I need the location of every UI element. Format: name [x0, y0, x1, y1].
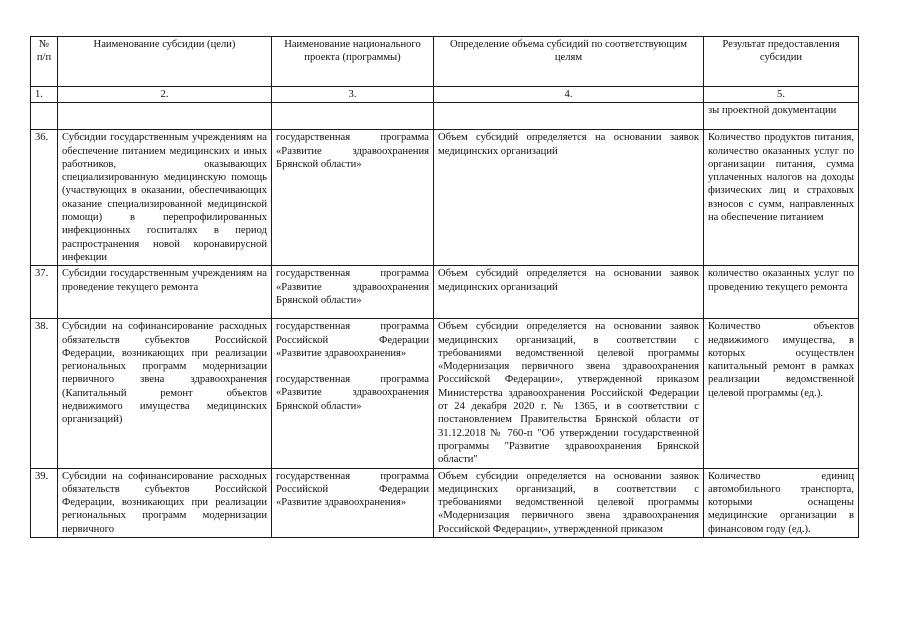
row-result: Количество объектов недвижимого имущества, в которых осуществлен капитальный ремонт в рамках реализации ведомственной целевой программы (ед.). — [704, 319, 859, 468]
subsidies-table — [30, 36, 859, 538]
row-volume: Объем субсидий определяется на основании заявок медицинских организаций — [434, 266, 704, 319]
row-project-regional: государственная программа «Развитие здравоохранения Брянской области» — [276, 374, 429, 412]
row-volume: Объем субсидии определяется на основании заявок медицинских организаций, в соответствии с требованиями ведомственной целевой программы «Модернизация первичного звена здравоохранения Российской Федерации», утвержденной приказом Министерства здравоохранения Российской Федерации от 24 декабря 2020 г. № 1365, и в соответствии с постановлением Правительства Брянской области от 31.12.2018 № 760-п "Об утверждении государственной программы "Развитие здравоохранения Брянской области" — [434, 319, 704, 468]
row-volume: Объем субсидий определяется на основании заявок медицинских организаций — [434, 130, 704, 266]
header-project: Наименование национального проекта (программы) — [272, 37, 434, 87]
row-result: количество оказанных услуг по проведению текущего ремонта — [704, 266, 859, 319]
row-name: Субсидии государственным учреждениям на обеспечение питанием медицинских и иных работников, оказывающих специализированную медицинскую помощь (участвующих в оказании, обеспечивающих оказание специализированной медицинской помощи) в перепрофилированных инфекционных госпиталях в период распространения новой коронавирусной инфекции — [58, 130, 272, 266]
colnum-4: 4. — [434, 87, 704, 103]
table-header-row — [31, 37, 859, 87]
row-project-federal: государственная программа Российской Федерации «Развитие здравоохранения» — [276, 321, 429, 359]
column-number-row — [31, 87, 859, 103]
table-row — [31, 319, 859, 468]
row-volume: Объем субсидии определяется на основании заявок медицинских организаций, в соответствии с требованиями ведомственной целевой программы «Модернизация первичного звена здравоохранения Российской Федерации», утвержденной приказом — [434, 468, 704, 537]
table-row — [31, 266, 859, 319]
continuation-project — [272, 103, 434, 130]
row-name: Субсидии на софинансирование расходных обязательств субъектов Российской Федерации, возникающих при реализации региональных программ модернизации первичного — [58, 468, 272, 537]
continuation-num — [31, 103, 58, 130]
row-num: 37. — [31, 266, 58, 319]
row-num: 36. — [31, 130, 58, 266]
continuation-result: зы проектной документации — [704, 103, 859, 130]
continuation-name — [58, 103, 272, 130]
row-name: Субсидии государственным учреждениям на проведение текущего ремонта — [58, 266, 272, 319]
colnum-2: 2. — [58, 87, 272, 103]
row-project: государственная программа «Развитие здравоохранения Брянской области» — [272, 266, 434, 319]
header-result: Результат предоставления субсидии — [704, 37, 859, 87]
row-project — [272, 319, 434, 468]
row-result: Количество продуктов питания, количество оказанных услуг по организации питания, сумма уплаченных налогов на доходы физических лиц и страховых взносов с сумм, направленных на обеспечение питанием — [704, 130, 859, 266]
row-name: Субсидии на софинансирование расходных обязательств субъектов Российской Федерации, возникающих при реализации региональных программ модернизации первичного звена здравоохранения (Капитальный ремонт объектов недвижимого имущества медицинских организаций) — [58, 319, 272, 468]
row-project: государственная программа Российской Федерации «Развитие здравоохранения» — [272, 468, 434, 537]
header-name: Наименование субсидии (цели) — [58, 37, 272, 87]
row-result: Количество единиц автомобильного транспорта, которыми оснащены медицинские организации в финансовом году (ед.). — [704, 468, 859, 537]
table-row — [31, 130, 859, 266]
header-num: № п/п — [31, 37, 58, 87]
colnum-1: 1. — [31, 87, 58, 103]
row-num: 39. — [31, 468, 58, 537]
continuation-row — [31, 103, 859, 130]
colnum-5: 5. — [704, 87, 859, 103]
continuation-volume — [434, 103, 704, 130]
header-volume: Определение объема субсидий по соответствующим целям — [434, 37, 704, 87]
row-num: 38. — [31, 319, 58, 468]
colnum-3: 3. — [272, 87, 434, 103]
row-project: государственная программа «Развитие здравоохранения Брянской области» — [272, 130, 434, 266]
table-row — [31, 468, 859, 537]
